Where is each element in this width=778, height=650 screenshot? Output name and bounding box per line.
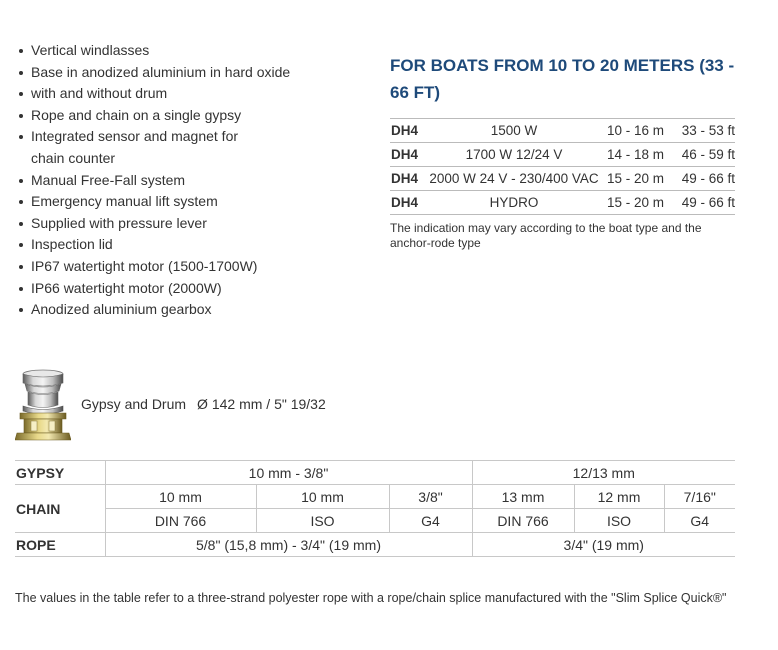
power-cell: 2000 W 24 V - 230/400 VAC (426, 167, 602, 191)
feature-item: Rope and chain on a single gypsy (18, 105, 358, 127)
feature-item: with and without drum (18, 83, 358, 105)
table-row (15, 485, 735, 509)
boat-size-table (390, 118, 735, 215)
chain-standard-cell: DIN 766 (472, 509, 574, 533)
feet-cell: 46 - 59 ft (672, 143, 735, 167)
chain-size-cell: 3/8" (389, 485, 472, 509)
power-cell: 1700 W 12/24 V (426, 143, 602, 167)
model-cell: DH4 (390, 167, 426, 191)
chain-size-cell: 12 mm (574, 485, 664, 509)
feature-item: Inspection lid (18, 234, 358, 256)
feature-item: Emergency manual lift system (18, 191, 358, 213)
gypsy-row-label: GYPSY (15, 461, 105, 485)
table-row (15, 509, 735, 533)
table-row (390, 191, 735, 215)
chain-size-cell: 10 mm (256, 485, 389, 509)
rope-size-cell: 5/8" (15,8 mm) - 3/4" (19 mm) (105, 533, 472, 557)
gypsy-size-cell: 12/13 mm (472, 461, 735, 485)
meters-cell: 15 - 20 m (602, 167, 672, 191)
model-cell: DH4 (390, 119, 426, 143)
chain-standard-cell: ISO (256, 509, 389, 533)
model-cell: DH4 (390, 191, 426, 215)
gypsy-caption (81, 396, 326, 412)
table-row (390, 143, 735, 167)
table-row (15, 533, 735, 557)
feature-item-line: chain counter (31, 149, 116, 166)
meters-cell: 14 - 18 m (602, 143, 672, 167)
feature-item (18, 126, 358, 169)
chain-size-cell: 10 mm (105, 485, 256, 509)
table-row (390, 119, 735, 143)
feet-cell: 49 - 66 ft (672, 167, 735, 191)
feature-item: IP67 watertight motor (1500-1700W) (18, 256, 358, 278)
rope-size-cell: 3/4" (19 mm) (472, 533, 735, 557)
model-cell: DH4 (390, 143, 426, 167)
gypsy-spec-table (15, 460, 735, 557)
rope-row-label: ROPE (15, 533, 105, 557)
chain-row-label: CHAIN (15, 485, 105, 533)
meters-cell: 15 - 20 m (602, 191, 672, 215)
feet-cell: 33 - 53 ft (672, 119, 735, 143)
power-cell: HYDRO (426, 191, 602, 215)
chain-standard-cell: G4 (389, 509, 472, 533)
feature-item: Vertical windlasses (18, 40, 358, 62)
feet-cell: 49 - 66 ft (672, 191, 735, 215)
meters-cell: 10 - 16 m (602, 119, 672, 143)
feature-item-line: Integrated sensor and magnet for (31, 128, 239, 145)
chain-standard-cell: ISO (574, 509, 664, 533)
windlass-gypsy-drum-icon (15, 369, 71, 441)
features-list (18, 40, 358, 321)
feature-item: Base in anodized aluminium in hard oxide (18, 62, 358, 84)
table-row (390, 167, 735, 191)
gypsy-size-cell: 10 mm - 3/8" (105, 461, 472, 485)
footer-note: The values in the table refer to a three-strand polyester rope with a rope/chain splice manufactured with the "Slim Splice Quick®" (15, 591, 727, 605)
feature-item: Supplied with pressure lever (18, 213, 358, 235)
chain-size-cell: 7/16" (664, 485, 735, 509)
feature-item: Anodized aluminium gearbox (18, 299, 358, 321)
feature-item: IP66 watertight motor (2000W) (18, 278, 358, 300)
chain-size-cell: 13 mm (472, 485, 574, 509)
chain-standard-cell: G4 (664, 509, 735, 533)
boat-size-note: The indication may vary according to the boat type and the anchor-rode type (390, 221, 702, 250)
chain-standard-cell: DIN 766 (105, 509, 256, 533)
power-cell: 1500 W (426, 119, 602, 143)
boat-size-title: FOR BOATS FROM 10 TO 20 METERS (33 - 66 FT) (390, 56, 735, 102)
gypsy-label: Gypsy and Drum (81, 396, 187, 412)
feature-item: Manual Free-Fall system (18, 170, 358, 192)
gypsy-diameter: Ø 142 mm / 5" 19/32 (197, 396, 326, 412)
table-row (15, 461, 735, 485)
